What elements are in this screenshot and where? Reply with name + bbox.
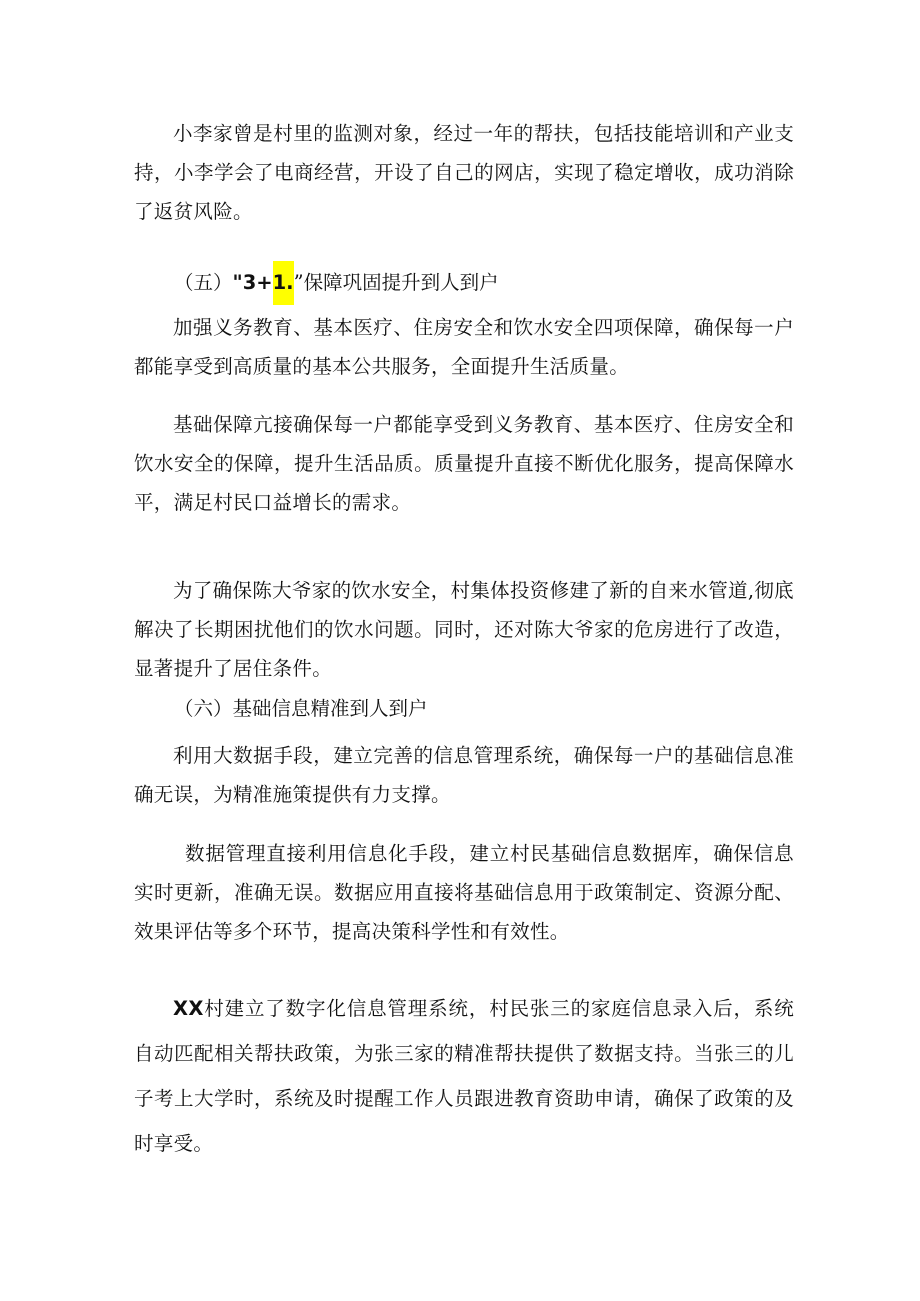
heading-5-bold-number: 3+ [242,271,273,294]
heading-5-quote-close: ” [293,271,304,294]
section-heading-5 [174,261,499,305]
section-heading-6: （六）基础信息精准到人到户 [174,697,428,720]
paragraph-data-management: 数据管理直接利用信息化手段，建立村民基础信息数据库，确保信息实时更新，准确无误。数据应用直接将基础信息用于政策制定、资源分配、效果评估等多个环节，提高决策科学性和有效性。 [134,842,794,943]
heading-5-prefix: （五） [174,271,233,294]
village-name-bold: XX [173,997,204,1020]
paragraph-big-data: 利用大数据手段，建立完善的信息管理系统，确保每一户的基础信息准确无误，为精准施策提供有力支撑。 [134,744,794,806]
paragraph-basic-guarantee: 基础保障亢接确保每一户都能享受到义务教育、基本医疗、住房安全和饮水安全的保障，提升生活品质。质量提升直接不断优化服务，提高保障水平，满足村民口益增长的需求。 [134,413,794,514]
paragraph-zhangsan-text: 村建立了数字化信息管理系统，村民张三的家庭信息录入后，系统自动匹配相关帮扶政策，为张三家的精准帮扶提供了数据支持。当张三的儿子考上大学时，系统及时提醒工作人员跟进教育资助申请，确保了政策的及时享受。 [134,997,794,1155]
heading-5-quote-open: " [232,271,243,294]
heading-5-title: 保障巩固提升到人到户 [303,271,499,294]
paragraph-chen-story: 为了确保陈大爷家的饮水安全，村集体投资修建了新的自来水管道,彻底解决了长期困扰他们的饮水问题。同时，还对陈大爷家的危房进行了改造，显著提升了居住条件。 [134,579,794,680]
paragraph-xiaoli-story: 小李家曾是村里的监测对象，经过一年的帮扶，包括技能培训和产业支持，小李学会了电商经营，开设了自己的网店，实现了稳定增收，成功消除了返贫风险。 [134,122,794,223]
heading-5-highlighted-number: 1. [273,261,294,305]
paragraph-four-guarantees: 加强义务教育、基本医疗、住房安全和饮水安全四项保障，确保每一户都能享受到高质量的基本公共服务，全面提升生活质量。 [134,316,794,378]
paragraph-zhangsan-story [134,986,794,1166]
